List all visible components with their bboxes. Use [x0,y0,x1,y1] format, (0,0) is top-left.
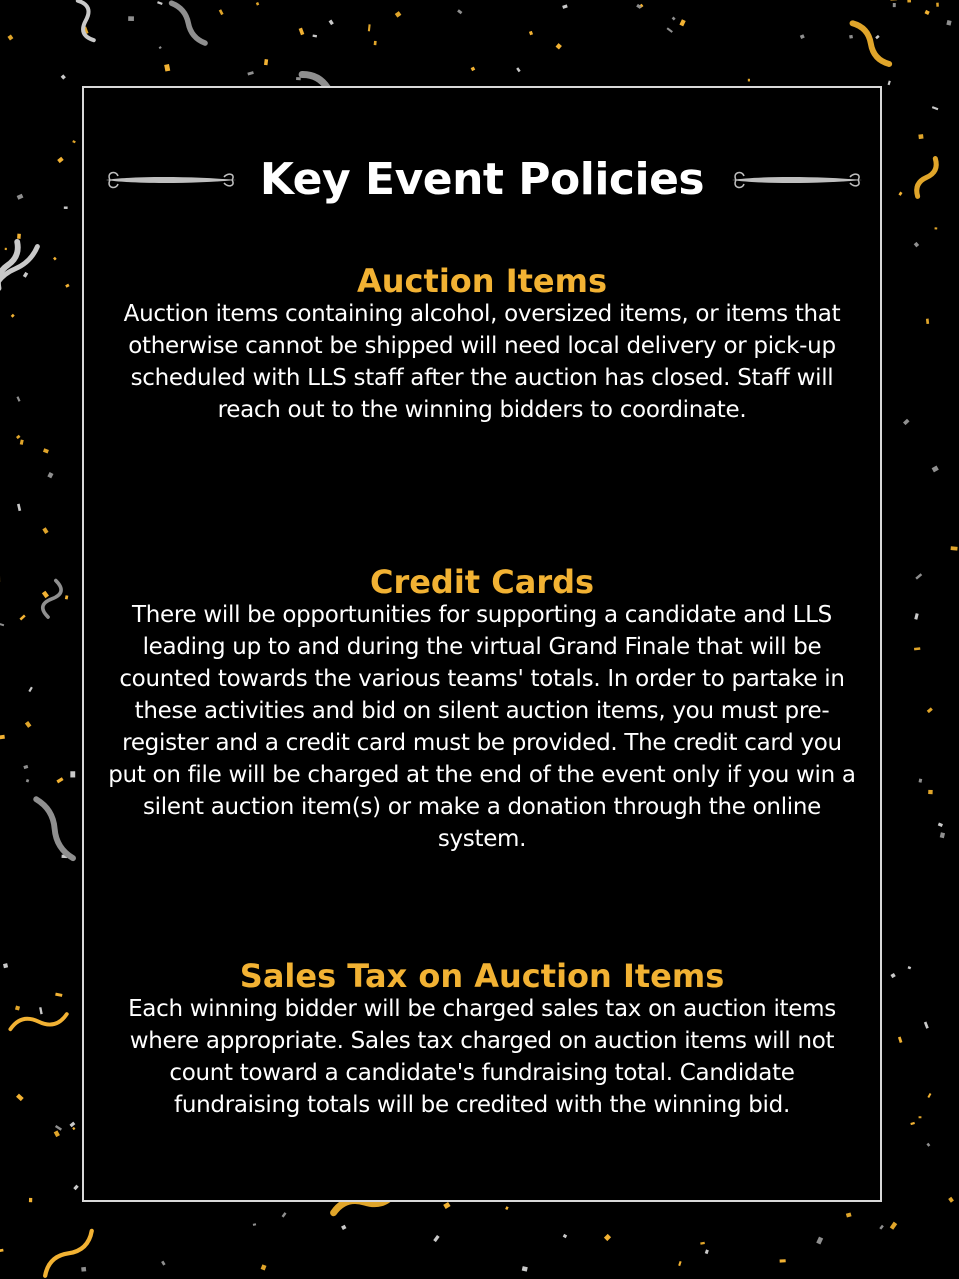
streamer-ribbon [32,797,76,861]
confetti-piece [65,595,68,599]
confetti-piece [890,0,897,1]
confetti-piece [924,10,929,15]
confetti-piece [69,1122,75,1128]
confetti-piece [907,0,911,3]
confetti-piece [926,1143,930,1147]
confetti-piece [471,67,476,72]
ornamental-divider-icon [728,166,866,194]
confetti-piece [919,779,923,783]
confetti-piece [910,1122,915,1125]
confetti-piece [927,707,933,713]
confetti-piece [374,41,377,45]
streamer-ribbon [169,1,208,46]
confetti-piece [19,614,25,620]
confetti-piece [672,17,676,21]
page-title: Key Event Policies [259,154,705,205]
confetti-piece [64,206,68,209]
confetti-piece [940,832,945,838]
confetti-piece [17,504,21,511]
confetti-piece [73,1185,78,1191]
confetti-piece [0,1249,4,1253]
policy-panel [82,86,882,1202]
confetti-piece [529,31,533,35]
section-heading: Sales Tax on Auction Items [239,957,725,995]
section-credit-cards [104,565,860,855]
confetti-piece [282,1212,287,1217]
confetti-piece [927,1093,931,1098]
confetti-piece [17,234,21,239]
streamer-ribbon [849,20,892,67]
confetti-piece [299,28,305,36]
confetti-piece [903,419,910,425]
confetti-piece [16,396,20,402]
confetti-piece [932,106,939,110]
confetti-piece [159,46,162,49]
confetti-piece [875,35,880,39]
confetti-piece [20,439,24,444]
confetti-piece [516,67,520,72]
confetti-piece [23,272,28,278]
confetti-piece [296,77,301,80]
confetti-piece [56,777,63,783]
confetti-piece [914,613,918,620]
confetti-piece [54,1130,60,1137]
section-body: Auction items containing alcohol, oversized items, or items that otherwise cannot be shipped will need local delivery or pick-up scheduled with LLS staff after the auction has closed. Staff will reach out to the winning bidders to coordinate. [123,301,841,423]
confetti-piece [919,1116,922,1118]
confetti-piece [433,1235,439,1242]
confetti-piece [948,1197,954,1203]
confetti-piece [890,1222,897,1230]
confetti-piece [7,35,13,41]
confetti-piece [748,79,750,82]
streamer-ribbon [72,0,100,43]
confetti-piece [72,140,76,143]
confetti-piece [879,1225,884,1230]
section-sales-tax [104,959,860,1121]
confetti-piece [28,687,32,692]
confetti-piece [928,790,933,794]
confetti-piece [556,43,562,49]
confetti-piece [800,34,805,39]
confetti-piece [157,1,163,5]
confetti-piece [16,435,20,439]
confetti-piece [888,81,891,86]
streamer-ribbon [41,579,63,619]
confetti-piece [700,1242,705,1245]
confetti-piece [667,27,673,33]
confetti-piece [563,1234,567,1238]
confetti-piece [256,2,259,6]
confetti-piece [816,1237,823,1245]
confetti-piece [164,64,170,72]
confetti-piece [23,765,28,769]
confetti-piece [915,573,922,579]
confetti-piece [924,1022,929,1029]
title-row [84,150,880,210]
confetti-piece [562,4,568,8]
confetti-piece [0,623,4,626]
confetti-piece [678,1261,681,1266]
confetti-piece [849,35,853,39]
confetti-piece [679,19,685,26]
confetti-piece [42,527,48,534]
confetti-piece [443,1202,450,1209]
confetti-piece [253,1223,256,1226]
confetti-piece [43,448,49,453]
confetti-piece [26,779,29,783]
confetti-piece [914,647,920,650]
confetti-piece [341,1225,346,1230]
confetti-piece [918,134,923,139]
confetti-piece [81,1267,86,1272]
confetti-piece [57,157,64,163]
streamer-ribbon [9,1008,69,1035]
confetti-piece [39,1007,43,1014]
confetti-piece [932,466,939,473]
confetti-piece [16,1094,24,1102]
confetti-piece [0,735,5,740]
confetti-piece [329,20,334,26]
section-heading: Credit Cards [369,563,595,601]
section-body: There will be opportunities for supporting a candidate and LLS leading up to and during the virtual Grand Finale that will be counted towards the various teams' totals. In order to partake in these activities and bid on silent auction items, you must pre-register and a credit card must be provided. The credit card you put on file will be charged at the end of the event only if you win a silent auction item(s) or make a donation through the online system. [108,602,856,852]
confetti-piece [53,257,57,261]
confetti-piece [505,1206,509,1210]
confetti-piece [3,963,8,968]
confetti-piece [11,314,15,318]
confetti-piece [780,1259,786,1262]
streamer-ribbon [41,1227,96,1279]
confetti-piece [25,721,32,728]
section-heading: Auction Items [357,262,607,300]
confetti-piece [946,20,951,26]
confetti-piece [951,546,958,550]
confetti-piece [926,319,929,324]
confetti-piece [15,1006,20,1011]
confetti-piece [61,74,66,79]
confetti-piece [65,284,69,288]
confetti-piece [908,966,912,969]
confetti-piece [914,242,919,247]
confetti-piece [938,822,943,827]
confetti-piece [395,11,402,17]
confetti-piece [522,1266,528,1272]
confetti-piece [368,24,371,31]
confetti-piece [898,192,902,196]
confetti-piece [313,35,318,38]
confetti-piece [261,1264,267,1270]
confetti-piece [935,227,938,229]
confetti-piece [247,71,253,75]
confetti-piece [55,1125,62,1131]
confetti-piece [47,472,53,478]
section-auction-items [104,264,860,426]
confetti-piece [161,1261,165,1266]
confetti-piece [42,591,49,598]
confetti-piece [219,9,224,15]
confetti-piece [264,59,268,65]
confetti-piece [29,1198,32,1202]
confetti-piece [5,248,7,250]
confetti-piece [705,1249,709,1254]
confetti-piece [72,1127,75,1130]
confetti-piece [846,1212,852,1217]
confetti-piece [457,9,462,14]
confetti-piece [604,1234,611,1241]
confetti-piece [128,16,134,21]
section-body: Each winning bidder will be charged sales tax on auction items where appropriate. Sales tax charged on auction items will not count toward a candidate's fundraising total. Candidate fundraising totals will be credited with the winning bid. [128,996,836,1118]
confetti-piece [898,1037,902,1043]
confetti-piece [17,194,24,200]
confetti-piece [70,771,75,777]
confetti-piece [893,3,896,7]
streamer-ribbon [913,157,939,199]
confetti-piece [936,3,939,7]
confetti-piece [55,993,62,997]
confetti-piece [890,973,895,978]
